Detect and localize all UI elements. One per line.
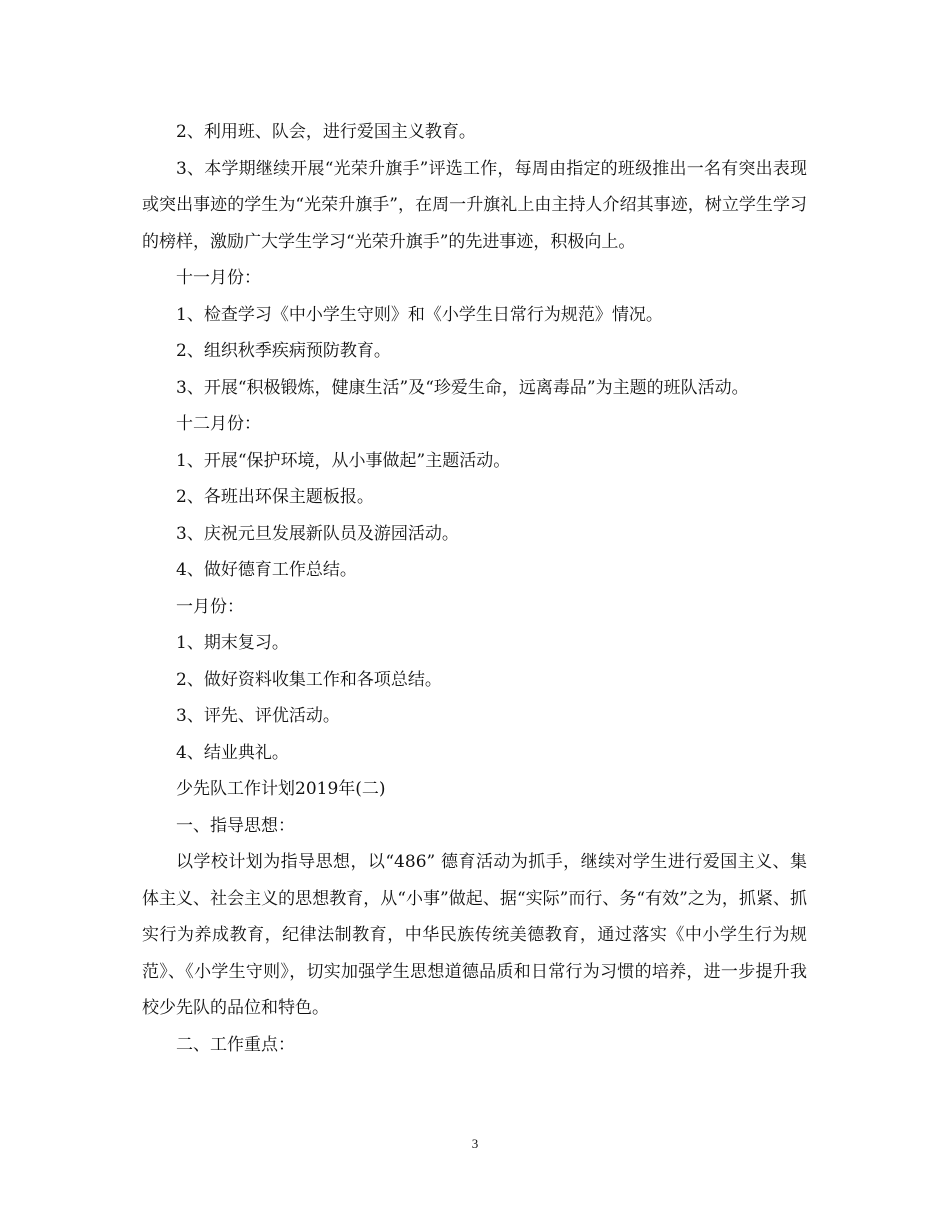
paragraph-january-2: 2、做好资料收集工作和各项总结。 <box>176 669 442 690</box>
paragraph-item-2: 2、利用班、队会，进行爱国主义教育。 <box>176 122 476 142</box>
paragraph-november-1: 1、检查学习《中小学生守则》和《小学生日常行为规范》情况。 <box>176 304 663 325</box>
paragraph-january-4: 4、结业典礼。 <box>176 742 289 763</box>
paragraph-item-3-flag-bearer: 3、本学期继续开展“光荣升旗手”评选工作，每周由指定的班级推出一名有突出表现或突出事迹的学生为“光荣升旗手”，在周一升旗礼上由主持人介绍其事迹，树立学生学习的榜样，激励广大学生学习“光荣升旗手”的先进事迹，积极向上。 <box>142 158 807 252</box>
section-heading-january: 一月份： <box>176 596 244 617</box>
section-heading-december: 十二月份： <box>176 414 261 434</box>
section-heading-work-focus: 二、工作重点： <box>176 1034 295 1055</box>
paragraph-november-2: 2、组织秋季疾病预防教育。 <box>176 341 391 361</box>
paragraph-december-2: 2、各班出环保主题板报。 <box>176 487 374 507</box>
paragraph-november-3: 3、开展“积极锻炼，健康生活”及“珍爱生命，远离毒品”为主题的班队活动。 <box>176 377 749 398</box>
plan-title-part-two: 少先队工作计划2019年(二) <box>176 779 386 799</box>
section-heading-november: 十一月份： <box>176 268 261 288</box>
section-heading-guiding-thought: 一、指导思想： <box>176 815 295 836</box>
paragraph-december-4: 4、做好德育工作总结。 <box>176 560 357 580</box>
page-number: 3 <box>471 1136 479 1151</box>
paragraph-guiding-thought: 以学校计划为指导思想，以“486” 德育活动为抓手，继续对学生进行爱国主义、集体主义、社会主义的思想教育，从“小事”做起、据“实际”而行、务“有效”之为，抓紧、抓实行为养成教育，纪律法制教育，中华民族传统美德教育，通过落实《中小学生行为规范》、《小学生守则》，切实加强学生思想道德品质和日常行为习惯的培养，进一步提升我校少先队的品位和特色。 <box>142 852 807 1018</box>
paragraph-december-3: 3、庆祝元旦发展新队员及游园活动。 <box>176 523 459 544</box>
paragraph-december-1: 1、开展“保护环境，从小事做起”主题活动。 <box>176 450 511 471</box>
paragraph-january-3: 3、评先、评优活动。 <box>176 706 340 726</box>
paragraph-january-1: 1、期末复习。 <box>176 633 289 653</box>
document-body <box>142 114 807 1063</box>
